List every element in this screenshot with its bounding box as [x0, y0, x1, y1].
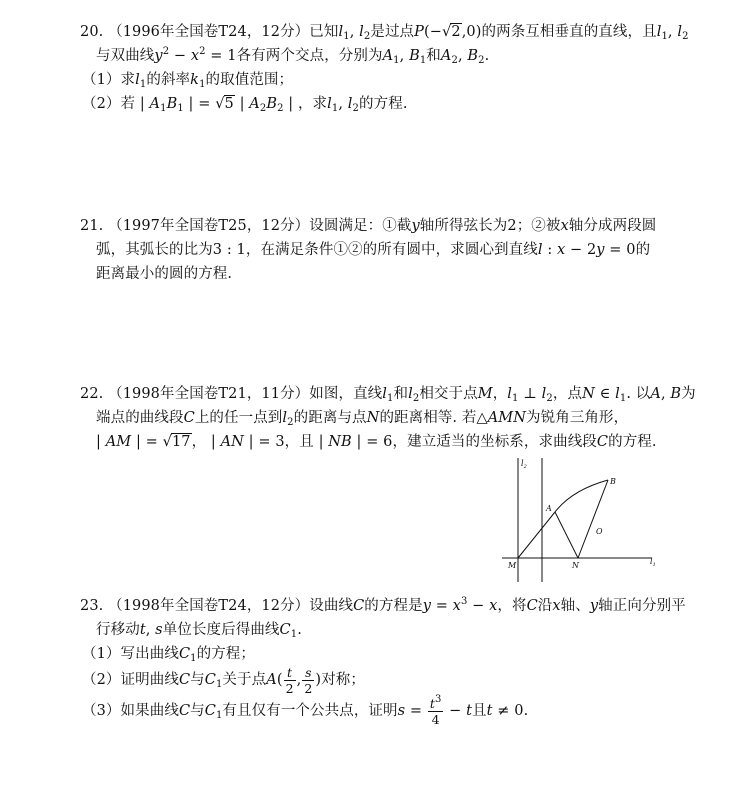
problem-23-question-3: （3）如果曲线C与$C_1$有且仅有一个公共点，证明s = $\frac{t^3}{4}$ − t且t ≠ 0.: [82, 693, 529, 727]
segment-MA: [518, 512, 555, 558]
label-l1: $l_1$: [650, 557, 656, 568]
problem-21-line-2: 弧，其弧长的比为3 : 1，在满足条件①②的所有圆中，求圆心到直线l : x − 2y = 0的: [96, 242, 651, 258]
label-l2: $l_2$: [521, 459, 527, 470]
label-B: B: [610, 477, 616, 486]
label-M: M: [508, 561, 517, 570]
problem-20-line-2: 与双曲线$y^2 - x^2 = 1$各有两个交点，分别为$A_1$, $B_1$和$A_2$, $B_2$.: [96, 46, 490, 66]
label-O: O: [596, 527, 603, 536]
problem-20-line-1: 20. （1996年全国卷T24，12分）已知$l_1$, $l_2$是过点P(−√2,0)的两条互相垂直的直线，且$l_1$, $l_2$: [80, 24, 689, 42]
label-N: N: [572, 561, 579, 570]
problem-23-line-2: 行移动t, s单位长度后得曲线$C_1$.: [96, 622, 302, 640]
curve-C: [555, 480, 608, 512]
problem-23-question-1: （1）写出曲线$C_1$的方程；: [82, 646, 256, 664]
problem-21-line-3: 距离最小的圆的方程.: [96, 266, 233, 282]
problem-22-line-1: 22. （1998年全国卷T21，11分）如图，直线$l_1$和$l_2$相交于点M，$l_1$ ⊥ $l_2$，点N ∈ $l_1$. 以A, B为: [80, 386, 696, 404]
problem-20-question-1: （1）求$l_1$的斜率$k_1$的取值范围；: [82, 72, 294, 90]
geometry-diagram: [500, 454, 660, 584]
problem-23-question-2: （2）证明曲线C与$C_1$关于点A( $\frac{t}{2}$ , $\frac{s}{2}$ )对称；: [82, 664, 365, 696]
problem-23-line-1: 23. （1998年全国卷T24，12分）设曲线C的方程是$y = x^3 - x$，将C沿x轴、y轴正向分别平: [80, 596, 686, 614]
problem-22-figure: [500, 454, 660, 584]
problem-20-question-2: （2）若 | $A_1B_1$ | = √5 | $A_2B_2$ | ，求$l_1$, $l_2$的方程.: [82, 96, 408, 114]
segment-NB: [578, 480, 608, 558]
label-A: A: [546, 504, 552, 513]
problem-22-line-2: 端点的曲线段C上的任一点到$l_2$的距离与点N的距离相等. 若△AMN为锐角三角形，: [96, 410, 629, 428]
problem-22-line-3: | AM | = √17， | AN | = 3，且 | NB | = 6，建立适当的坐标系，求曲线段C的方程.: [96, 434, 657, 450]
segment-AN: [555, 512, 578, 558]
problem-21-line-1: 21. （1997年全国卷T25，12分）设圆满足：①截y轴所得弦长为2；②被x轴分成两段圆: [80, 218, 657, 234]
